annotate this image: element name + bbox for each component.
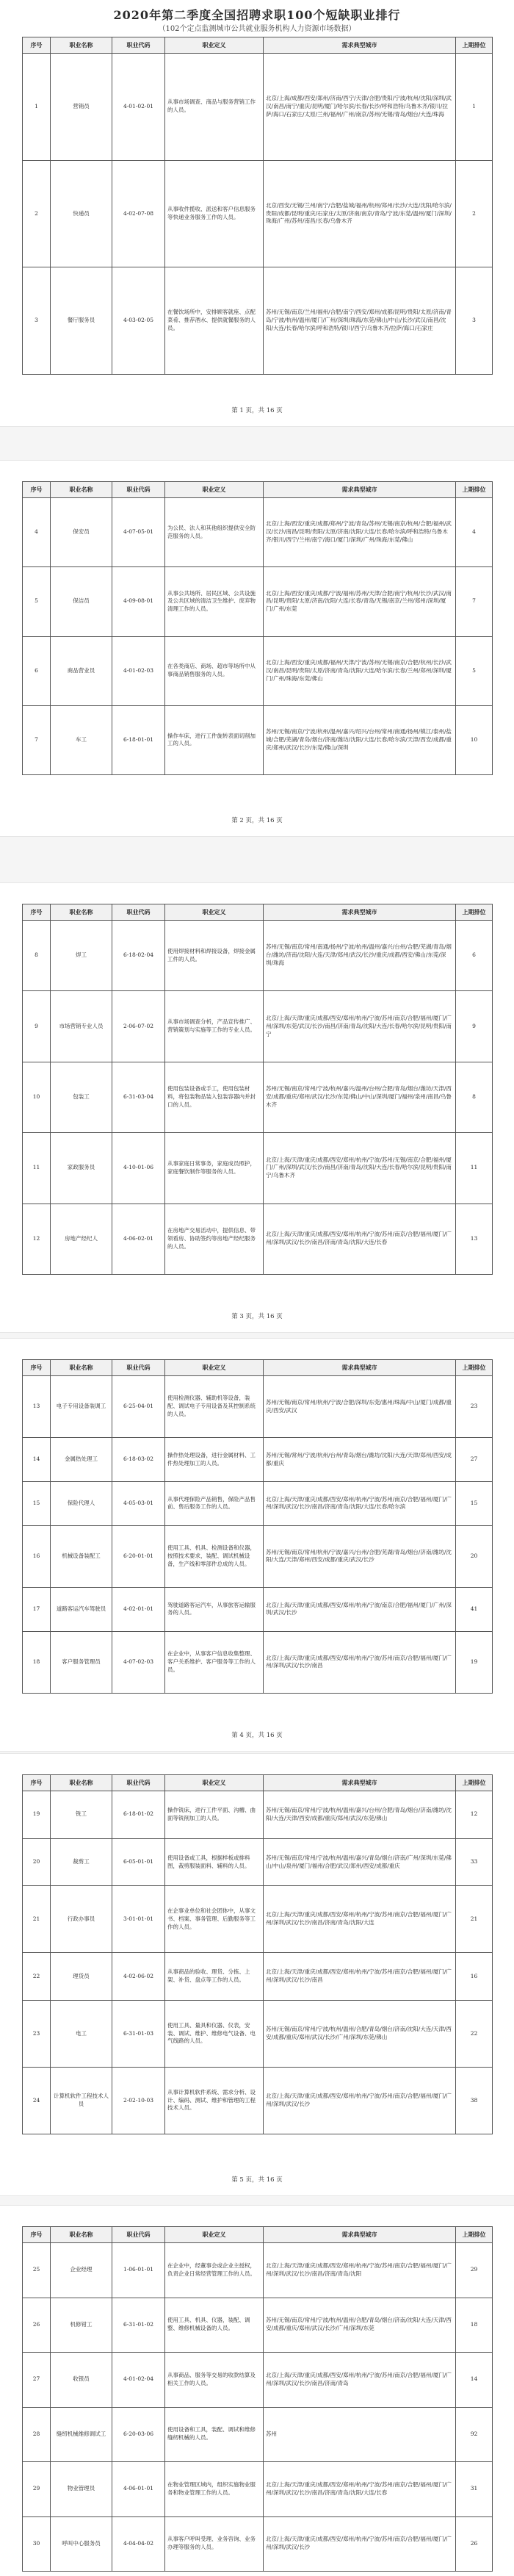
cell-code: 4-06-01-01 [112, 2462, 165, 2517]
cell-num: 14 [23, 1438, 51, 1482]
cell-def: 使用设备或工具，根据样板或排料图，裁剪服装面料、辅料的人员。 [165, 1838, 264, 1886]
cell-num: 27 [23, 2353, 51, 2408]
cell-prev: 6 [456, 921, 493, 991]
cell-code: 4-05-03-01 [112, 1481, 165, 1525]
cell-cities: 北京/上海/天津/重庆/成都/西安/郑州/杭州/宁波/苏州/南京/合肥/福州/厦门/广州/深圳/武汉/长沙 [264, 2516, 456, 2572]
cell-cities: 苏州/无锡/南京/常州/宁波/杭州/温州/嘉兴/青岛/烟台/济南/广州/深圳/东莞/佛山/中山/泉州/厦门/福州/合肥/武汉/郑州/西安/成都/重庆 [264, 1838, 456, 1886]
page-separator [0, 426, 514, 461]
column-header-cities: 需求典型城市 [264, 482, 456, 498]
cell-cities: 北京/上海/天津/重庆/成都/西安/郑州/杭州/宁波/苏州/无锡/南京/合肥/福州/厦门/广州/深圳/武汉/长沙/南昌/济南/青岛/沈阳/大连/长春/哈尔滨/昆明/贵阳/南宁/乌鲁木齐 [264, 1133, 456, 1204]
cell-name: 焊工 [51, 921, 112, 991]
column-header-code: 职业代码 [112, 37, 165, 54]
column-header-def: 职业定义 [165, 2227, 264, 2243]
cell-name: 收银员 [51, 2353, 112, 2408]
cell-prev: 14 [456, 2353, 493, 2408]
cell-num: 10 [23, 1062, 51, 1132]
cell-cities: 北京/上海/天津/重庆/成都/西安/郑州/杭州/宁波/苏州/南京/合肥/福州/厦门/广州/深圳/武汉/长沙/南昌 [264, 1631, 456, 1693]
page-block [22, 37, 492, 375]
cell-name: 营销员 [51, 54, 112, 161]
jobs-table [22, 1359, 493, 1694]
cell-cities: 北京/上海/西安/重庆/成都/郑州/宁波/青岛/苏州/无锡/南京/杭州/合肥/福州/武汉/长沙/南昌/昆明/贵阳/太原/济南/沈阳/大连/长春/哈尔滨/呼和浩特/乌鲁木齐/银川/西宁/兰州/南宁/海口/厦门/深圳/广州/珠海/东莞/佛山 [264, 498, 456, 567]
cell-prev: 18 [456, 2298, 493, 2353]
table-row [23, 1376, 493, 1438]
cell-cities: 北京/上海/天津/重庆/成都/西安/郑州/杭州/宁波/苏州/南京/合肥/福州/厦门/广州/深圳/武汉/长沙 [264, 2067, 456, 2134]
cell-name: 包装工 [51, 1062, 112, 1132]
jobs-table [22, 2226, 493, 2572]
cell-cities: 北京/上海/成都/西安/郑州/济南/西宁/天津/合肥/贵阳/宁波/杭州/沈阳/深圳/武汉/南昌/南宁/重庆/昆明/厦门/哈尔滨/长春/长沙/呼和浩特/乌鲁木齐/银川/拉萨/海口/石家庄/太原/兰州/福州/广州/南京/苏州/无锡/青岛/烟台/大连/珠海 [264, 54, 456, 161]
cell-cities: 苏州/无锡/南京/常州/宁波/杭州/温州/嘉兴/台州/合肥/青岛/烟台/济南/潍坊/沈阳/大连/天津/西安/成都/重庆/郑州/武汉/东莞/佛山 [264, 1791, 456, 1839]
cell-prev: 4 [456, 498, 493, 567]
cell-num: 7 [23, 705, 51, 774]
cell-num: 3 [23, 267, 51, 375]
cell-code: 4-02-01-01 [112, 1587, 165, 1631]
cell-name: 保洁员 [51, 567, 112, 636]
table-row [23, 567, 493, 636]
cell-num: 9 [23, 991, 51, 1062]
cell-prev: 13 [456, 1204, 493, 1274]
cell-cities: 北京/上海/天津/重庆/成都/西安/郑州/杭州/宁波/苏州/南京/合肥/福州/厦门/广州/深圳/武汉/长沙/南昌/济南/青岛/沈阳/大连/长春/哈尔滨 [264, 1481, 456, 1525]
table-row [23, 267, 493, 375]
cell-def: 从事客户呼叫受理、业务咨询、业务办理等服务的人员。 [165, 2516, 264, 2572]
cell-name: 裁剪工 [51, 1838, 112, 1886]
cell-code: 6-31-03-04 [112, 1062, 165, 1132]
cell-def: 在餐饮场所中，安排顾客就座、点配菜肴、推荐酒水、提供就餐服务的人员。 [165, 267, 264, 375]
cell-code: 1-06-01-01 [112, 2243, 165, 2298]
cell-name: 餐厅服务员 [51, 267, 112, 375]
page-block [22, 1774, 492, 2134]
cell-def: 驾驶道路客运汽车，从事旅客运输服务的人员。 [165, 1587, 264, 1631]
cell-code: 4-01-02-04 [112, 2353, 165, 2408]
column-header-cities: 需求典型城市 [264, 37, 456, 54]
cell-cities: 苏州/无锡/南京/常州/杭州/宁波/合肥/深圳/东莞/惠州/珠海/中山/厦门/成都/重庆/西安/武汉 [264, 1376, 456, 1438]
cell-prev: 3 [456, 267, 493, 375]
table-row [23, 921, 493, 991]
cell-cities: 北京/上海/天津/重庆/成都/西安/郑州/杭州/宁波/苏州/南京/合肥/福州/厦门/广州/深圳/武汉/长沙/南昌 [264, 1953, 456, 2001]
cell-name: 保安员 [51, 498, 112, 567]
cell-code: 4-10-01-06 [112, 1133, 165, 1204]
table-row [23, 2067, 493, 2134]
cell-code: 6-20-01-01 [112, 1525, 165, 1587]
column-header-def: 职业定义 [165, 482, 264, 498]
cell-code: 6-18-02-04 [112, 921, 165, 991]
cell-code: 4-07-05-01 [112, 498, 165, 567]
cell-cities: 北京/上海/西安/重庆/成都/福州/天津/宁波/苏州/无锡/南京/合肥/杭州/长沙/武汉/南昌/昆明/贵阳/太原/济南/青岛/沈阳/大连/哈尔滨/长春/兰州/郑州/深圳/厦门/广州/珠海/东莞/佛山 [264, 636, 456, 705]
cell-num: 8 [23, 921, 51, 991]
cell-def: 为公民、法人和其他组织提供安全防范服务的人员。 [165, 498, 264, 567]
table-header-row [23, 482, 493, 498]
cell-code: 3-01-01-01 [112, 1886, 165, 1953]
document-subtitle: （102个定点监测城市公共就业服务机构人力资源市场数据） [158, 25, 356, 33]
cell-code: 6-31-01-02 [112, 2298, 165, 2353]
cell-code: 4-04-04-02 [112, 2516, 165, 2572]
cell-name: 机械设备装配工 [51, 1525, 112, 1587]
cell-num: 23 [23, 2000, 51, 2067]
cell-cities: 苏州/无锡/常州/宁波/杭州/台州/青岛/烟台/潍坊/沈阳/大连/天津/郑州/西安/成都/重庆 [264, 1438, 456, 1482]
cell-num: 28 [23, 2407, 51, 2462]
cell-def: 操作车床，进行工件旋转表面切削加工的人员。 [165, 705, 264, 774]
cell-name: 理货员 [51, 1953, 112, 2001]
cell-prev: 92 [456, 2407, 493, 2462]
page-separator [0, 836, 514, 883]
column-header-prev: 上期排位 [456, 482, 493, 498]
column-header-name: 职业名称 [51, 904, 112, 921]
cell-def: 在房地产交易活动中，提供信息、带领看房、协助签约等房地产经纪服务的人员。 [165, 1204, 264, 1274]
table-row [23, 1204, 493, 1274]
page-footer: 第 2 页，共 16 页 [231, 817, 283, 824]
cell-cities: 北京/上海/天津/重庆/成都/西安/郑州/杭州/宁波/苏州/南京/合肥/福州/厦门/广州/深圳/武汉/长沙/南昌/济南/青岛 [264, 2353, 456, 2408]
cell-def: 使用工具、量具和仪器、仪表，安装、调试、维护、维修电气设备、电气线路的人员。 [165, 2000, 264, 2067]
cell-prev: 8 [456, 1062, 493, 1132]
cell-num: 5 [23, 567, 51, 636]
column-header-code: 职业代码 [112, 482, 165, 498]
cell-code: 4-06-02-01 [112, 1204, 165, 1274]
column-header-prev: 上期排位 [456, 1360, 493, 1376]
cell-num: 11 [23, 1133, 51, 1204]
cell-cities: 苏州/无锡/南京/常州/宁波/杭州/温州/合肥/青岛/烟台/济南/沈阳/大连/天津/西安/成都/重庆/郑州/武汉/长沙/广州/深圳/东莞 [264, 2298, 456, 2353]
cell-cities: 北京/上海/西安/重庆/成都/宁波/福州/苏州/天津/合肥/南宁/杭州/长沙/武汉/南昌/昆明/贵阳/太原/济南/沈阳/大连/长春/青岛/无锡/南京/兰州/郑州/深圳/厦门/广州/东莞 [264, 567, 456, 636]
table-row [23, 2516, 493, 2572]
cell-name: 家政服务员 [51, 1133, 112, 1204]
table-row [23, 498, 493, 567]
table-header-row [23, 1360, 493, 1376]
cell-code: 6-20-03-06 [112, 2407, 165, 2462]
table-row [23, 1631, 493, 1693]
cell-name: 客户服务管理员 [51, 1631, 112, 1693]
table-row [23, 1481, 493, 1525]
cell-def: 操作铣床，进行工件平面、沟槽、曲面等铣削加工的人员。 [165, 1791, 264, 1839]
table-row [23, 54, 493, 161]
table-header-row [23, 37, 493, 54]
cell-name: 快递员 [51, 160, 112, 267]
cell-num: 22 [23, 1953, 51, 2001]
column-header-prev: 上期排位 [456, 37, 493, 54]
cell-name: 缝纫机械维修调试工 [51, 2407, 112, 2462]
cell-def: 在企事业单位和社会团体中，从事文书、档案、事务管理、后勤服务等工作的人员。 [165, 1886, 264, 1953]
table-row [23, 2407, 493, 2462]
cell-code: 4-01-02-03 [112, 636, 165, 705]
column-header-num: 序号 [23, 1360, 51, 1376]
cell-prev: 33 [456, 1838, 493, 1886]
jobs-table [22, 481, 493, 775]
cell-prev: 11 [456, 1133, 493, 1204]
jobs-table [22, 37, 493, 375]
cell-code: 2-06-07-02 [112, 991, 165, 1062]
cell-prev: 22 [456, 2000, 493, 2067]
cell-num: 2 [23, 160, 51, 267]
cell-name: 房地产经纪人 [51, 1204, 112, 1274]
cell-name: 电子专用设备装调工 [51, 1376, 112, 1438]
table-row [23, 1953, 493, 2001]
cell-cities: 苏州/无锡/南京/常州/宁波/杭州/嘉兴/温州/台州/合肥/青岛/烟台/潍坊/天津/西安/成都/重庆/郑州/武汉/长沙/东莞/佛山/中山/深圳/厦门/福州/泉州/南昌/乌鲁木齐 [264, 1062, 456, 1132]
page-separator [0, 1332, 514, 1339]
table-row [23, 1791, 493, 1839]
cell-code: 6-31-01-03 [112, 2000, 165, 2067]
cell-num: 12 [23, 1204, 51, 1274]
column-header-cities: 需求典型城市 [264, 1775, 456, 1791]
cell-prev: 7 [456, 567, 493, 636]
cell-def: 操作热处理设备，进行金属材料、工件热处理加工的人员。 [165, 1438, 264, 1482]
cell-code: 2-02-10-03 [112, 2067, 165, 2134]
cell-def: 使用工具、机具、仪器，装配、调整、维修机械设备的人员。 [165, 2298, 264, 2353]
cell-name: 行政办事员 [51, 1886, 112, 1953]
column-header-num: 序号 [23, 37, 51, 54]
cell-def: 使用工具、机具、检测设备和仪器，按照技术要求，装配、调试机械设备，生产线和零部件总成的人员。 [165, 1525, 264, 1587]
cell-def: 从事公共场所、居民区域、公共设施及公共区域的清洁卫生维护、废弃物清理工作的人员。 [165, 567, 264, 636]
cell-prev: 9 [456, 991, 493, 1062]
cell-cities: 苏州/无锡/南京/兰州/福州/合肥/南宁/西安/郑州/成都/昆明/贵阳/太原/济南/青岛/宁波/杭州/温州/厦门/广州/深圳/珠海/东莞/佛山/中山/长沙/武汉/南昌/沈阳/大连/长春/哈尔滨/呼和浩特/银川/西宁/乌鲁木齐/拉萨/海口/石家庄 [264, 267, 456, 375]
cell-name: 商品营业员 [51, 636, 112, 705]
cell-def: 从事收件揽收、派送和客户信息服务等快递业务服务工作的人员。 [165, 160, 264, 267]
cell-name: 金属热处理工 [51, 1438, 112, 1482]
cell-def: 在企业中，经董事会或企业主授权，负责企业日常经营管理工作的人员。 [165, 2243, 264, 2298]
cell-num: 1 [23, 54, 51, 161]
page-block [22, 904, 492, 1275]
cell-def: 使用检测仪器、辅助机等设备，装配、调试电子专用设备及其控制系统的人员。 [165, 1376, 264, 1438]
jobs-table [22, 904, 493, 1275]
cell-cities: 北京/上海/天津/重庆/成都/西安/郑州/杭州/宁波/苏州/南京/合肥/福州/厦门/广州/深圳/武汉/长沙/南昌/济南/青岛/沈阳/大连 [264, 1886, 456, 1953]
cell-name: 铣工 [51, 1791, 112, 1839]
cell-name: 保险代理人 [51, 1481, 112, 1525]
cell-def: 使用设备和工具，装配、调试和维修缝纫机械的人员。 [165, 2407, 264, 2462]
cell-def: 从事市场调查、商品与服务营销工作的人员。 [165, 54, 264, 161]
cell-cities: 北京/上海/天津/重庆/成都/西安/郑州/杭州/宁波/苏州/南京/合肥/福州/厦门/广州/深圳/武汉/长沙/南昌/济南/青岛/沈阳/大连/长春 [264, 2462, 456, 2517]
page-block [22, 2226, 492, 2572]
table-row [23, 636, 493, 705]
cell-name: 道路客运汽车驾驶员 [51, 1587, 112, 1631]
cell-cities: 苏州/无锡/南京/常州/南通/扬州/宁波/杭州/温州/嘉兴/台州/合肥/芜湖/青岛/烟台/潍坊/济南/沈阳/大连/天津/郑州/武汉/长沙/重庆/成都/西安/佛山/东莞/深圳/珠海 [264, 921, 456, 991]
column-header-num: 序号 [23, 904, 51, 921]
cell-cities: 北京/上海/天津/重庆/成都/西安/郑州/杭州/宁波/苏州/南京/合肥/福州/厦门/广州/深圳/武汉/长沙/南昌/济南/青岛/沈阳 [264, 2243, 456, 2298]
table-row [23, 1886, 493, 1953]
cell-code: 6-18-01-02 [112, 1791, 165, 1839]
column-header-def: 职业定义 [165, 37, 264, 54]
cell-num: 30 [23, 2516, 51, 2572]
column-header-prev: 上期排位 [456, 1775, 493, 1791]
cell-prev: 38 [456, 2067, 493, 2134]
column-header-prev: 上期排位 [456, 904, 493, 921]
cell-num: 18 [23, 1631, 51, 1693]
column-header-cities: 需求典型城市 [264, 2227, 456, 2243]
cell-cities: 苏州/无锡/南京/常州/杭州/宁波/嘉兴/台州/合肥/芜湖/青岛/烟台/济南/潍坊/沈阳/大连/天津/郑州/西安/成都/重庆/武汉/长沙 [264, 1525, 456, 1587]
cell-prev: 23 [456, 1376, 493, 1438]
column-header-name: 职业名称 [51, 2227, 112, 2243]
table-row [23, 1525, 493, 1587]
cell-num: 15 [23, 1481, 51, 1525]
cell-def: 从事家庭日常事务，家庭成员照护，家庭餐饮制作等服务的人员。 [165, 1133, 264, 1204]
cell-def: 从事计算机软件系统、需求分析、设计、编码、测试、维护和管理的工程技术人员。 [165, 2067, 264, 2134]
table-header-row [23, 2227, 493, 2243]
cell-cities: 北京/西安/无锡/兰州/南宁/合肥/盐城/福州/杭州/郑州/长沙/大连/沈阳/哈尔滨/贵阳/成都/昆明/重庆/石家庄/太原/济南/南京/青岛/宁波/东莞/温州/厦门/深圳/珠海/广州/苏州/南昌/长春/乌鲁木齐 [264, 160, 456, 267]
cell-prev: 21 [456, 1886, 493, 1953]
cell-prev: 19 [456, 1631, 493, 1693]
column-header-code: 职业代码 [112, 1775, 165, 1791]
column-header-def: 职业定义 [165, 904, 264, 921]
page-footer: 第 5 页，共 16 页 [231, 2176, 283, 2184]
table-header-row [23, 1775, 493, 1791]
cell-cities: 北京/上海/天津/重庆/成都/西安/郑州/杭州/宁波/苏州/南京/合肥/福州/厦门/广州/深圳/武汉/长沙/南昌/济南/青岛/沈阳/大连/长春 [264, 1204, 456, 1274]
column-header-cities: 需求典型城市 [264, 904, 456, 921]
cell-def: 从事代理保险产品销售，保险产品售前、售后服务工作的人员。 [165, 1481, 264, 1525]
cell-num: 6 [23, 636, 51, 705]
cell-def: 在物业管理区域内，组织实施物业服务和物业管理工作的人员。 [165, 2462, 264, 2517]
column-header-code: 职业代码 [112, 2227, 165, 2243]
cell-name: 计算机软件工程技术人员 [51, 2067, 112, 2134]
cell-cities: 北京/上海/天津/重庆/成都/西安/郑州/杭州/宁波/苏州/南京/合肥/福州/厦门/广州/深圳/东莞/武汉/长沙/南昌/济南/青岛/沈阳/大连/长春/哈尔滨/昆明/贵阳/南宁 [264, 991, 456, 1062]
page-footer: 第 4 页，共 16 页 [231, 1732, 283, 1739]
cell-num: 16 [23, 1525, 51, 1587]
cell-code: 6-05-01-01 [112, 1838, 165, 1886]
cell-def: 从事商品、服务等交易的收款结算及相关工作的人员。 [165, 2353, 264, 2408]
cell-prev: 15 [456, 1481, 493, 1525]
cell-name: 企业经理 [51, 2243, 112, 2298]
table-row [23, 1587, 493, 1631]
column-header-name: 职业名称 [51, 37, 112, 54]
column-header-def: 职业定义 [165, 1360, 264, 1376]
column-header-name: 职业名称 [51, 1360, 112, 1376]
jobs-table [22, 1774, 493, 2134]
table-row [23, 1133, 493, 1204]
table-row [23, 2000, 493, 2067]
cell-num: 19 [23, 1791, 51, 1839]
page-separator [0, 2195, 514, 2206]
cell-num: 4 [23, 498, 51, 567]
cell-code: 4-07-02-03 [112, 1631, 165, 1693]
table-row [23, 1438, 493, 1482]
cell-cities: 北京/上海/天津/重庆/成都/西安/郑州/杭州/宁波/南京/合肥/福州/厦门/广州/深圳/武汉/长沙 [264, 1587, 456, 1631]
column-header-num: 序号 [23, 482, 51, 498]
cell-num: 21 [23, 1886, 51, 1953]
table-row [23, 991, 493, 1062]
column-header-num: 序号 [23, 1775, 51, 1791]
cell-prev: 27 [456, 1438, 493, 1482]
cell-name: 车工 [51, 705, 112, 774]
cell-code: 4-02-07-08 [112, 160, 165, 267]
cell-code: 6-18-03-02 [112, 1438, 165, 1482]
cell-prev: 41 [456, 1587, 493, 1631]
cell-prev: 16 [456, 1953, 493, 2001]
cell-code: 4-02-06-02 [112, 1953, 165, 2001]
column-header-name: 职业名称 [51, 1775, 112, 1791]
page-separator [0, 1751, 514, 1754]
cell-prev: 20 [456, 1525, 493, 1587]
cell-num: 20 [23, 1838, 51, 1886]
cell-prev: 5 [456, 636, 493, 705]
cell-def: 在企业中，从事客户信息收集整理、客户关系维护、客户服务等工作的人员。 [165, 1631, 264, 1693]
cell-num: 24 [23, 2067, 51, 2134]
cell-def: 从事商品的验收、理货、分拣、上架、补货、盘点等工作的人员。 [165, 1953, 264, 2001]
cell-prev: 1 [456, 54, 493, 161]
document-title: 2020年第二季度全国招聘求职100个短缺职业排行 [113, 8, 401, 22]
column-header-code: 职业代码 [112, 904, 165, 921]
cell-code: 4-03-02-05 [112, 267, 165, 375]
cell-num: 25 [23, 2243, 51, 2298]
cell-code: 4-01-02-01 [112, 54, 165, 161]
cell-name: 呼叫中心服务员 [51, 2516, 112, 2572]
cell-cities: 苏州 [264, 2407, 456, 2462]
cell-name: 市场营销专业人员 [51, 991, 112, 1062]
cell-name: 物业管理员 [51, 2462, 112, 2517]
table-row [23, 160, 493, 267]
table-row [23, 1838, 493, 1886]
cell-def: 使用焊接材料和焊接设备，焊接金属工件的人员。 [165, 921, 264, 991]
cell-code: 6-25-04-01 [112, 1376, 165, 1438]
table-row [23, 2243, 493, 2298]
cell-num: 17 [23, 1587, 51, 1631]
cell-prev: 10 [456, 705, 493, 774]
cell-def: 在各类商店、商场、超市等场所中从事商品销售服务的人员。 [165, 636, 264, 705]
table-row [23, 1062, 493, 1132]
page-footer: 第 1 页，共 16 页 [231, 407, 283, 414]
column-header-num: 序号 [23, 2227, 51, 2243]
page-block [22, 1359, 492, 1694]
column-header-prev: 上期排位 [456, 2227, 493, 2243]
column-header-cities: 需求典型城市 [264, 1360, 456, 1376]
table-row [23, 2462, 493, 2517]
column-header-def: 职业定义 [165, 1775, 264, 1791]
cell-prev: 29 [456, 2243, 493, 2298]
page-block [22, 481, 492, 775]
cell-cities: 苏州/无锡/南京/宁波/杭州/温州/嘉兴/绍兴/台州/常州/南通/扬州/镇江/泰州/盐城/合肥/芜湖/青岛/烟台/济南/潍坊/沈阳/大连/长春/哈尔滨/天津/西安/成都/重庆/郑州/武汉/长沙/东莞/佛山/深圳 [264, 705, 456, 774]
cell-prev: 26 [456, 2516, 493, 2572]
cell-cities: 苏州/无锡/南京/常州/宁波/杭州/温州/合肥/青岛/烟台/济南/沈阳/大连/天津/西安/成都/重庆/郑州/武汉/长沙/广州/深圳/东莞/佛山 [264, 2000, 456, 2067]
table-row [23, 2353, 493, 2408]
table-row [23, 705, 493, 774]
cell-name: 机修钳工 [51, 2298, 112, 2353]
cell-prev: 12 [456, 1791, 493, 1839]
cell-num: 29 [23, 2462, 51, 2517]
cell-def: 从事市场调查分析，产品宣传推广、营销策划与实施等工作的专业人员。 [165, 991, 264, 1062]
cell-num: 26 [23, 2298, 51, 2353]
cell-def: 使用包装设备或手工，使用包装材料，将包装物品装入包装容器内并封口的人员。 [165, 1062, 264, 1132]
cell-name: 电工 [51, 2000, 112, 2067]
cell-prev: 31 [456, 2462, 493, 2517]
column-header-code: 职业代码 [112, 1360, 165, 1376]
cell-num: 13 [23, 1376, 51, 1438]
table-header-row [23, 904, 493, 921]
table-row [23, 2298, 493, 2353]
cell-prev: 2 [456, 160, 493, 267]
page-footer: 第 3 页，共 16 页 [231, 1313, 283, 1320]
column-header-name: 职业名称 [51, 482, 112, 498]
cell-code: 6-18-01-01 [112, 705, 165, 774]
cell-code: 4-09-08-01 [112, 567, 165, 636]
